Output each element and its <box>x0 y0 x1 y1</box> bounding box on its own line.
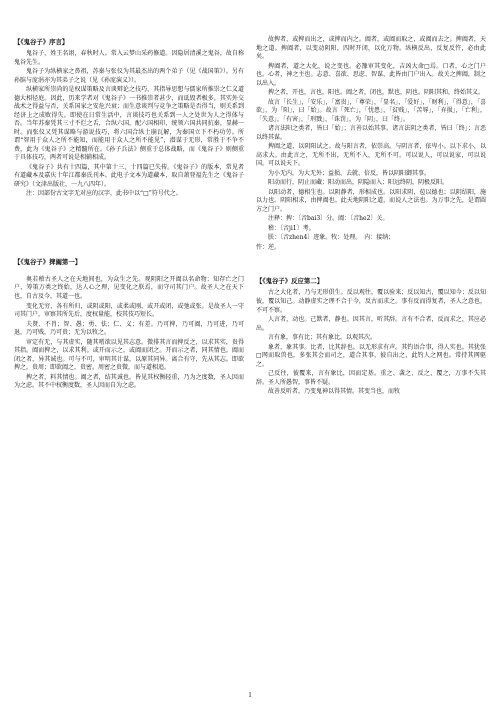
chapter-two-paragraph: 故善反听者，乃变鬼神以得其情。其变当也，而牧 <box>268 388 401 396</box>
chapter-two-paragraph: 言有象，事有比；其有象比，以观其次。 <box>268 334 377 342</box>
chapter-one-paragraph: 捭阖之道，以阴阳试之。故与阳言者，依崇高。与阴言者，依卑小。以下求小，以高求大。由此言之，无所不出，无所不入，无所不可。可以说人，可以说家，可以说国，可以说天下。 <box>256 143 486 168</box>
chapter-one-paragraph: 以阳动者，德相生也。以阴静者，形相成也。以阳求阴，苞以德也；以阴结阳，施以力也。阴阳相求，由捭阖也。此天地阴阳之道，而说人之法也。为万事之先，是谓圆方之门户。 <box>256 188 486 213</box>
preface-note: 注：因部份古文字无对应的汉字，此书中以“□”符号代之。 <box>26 190 182 198</box>
chapter-two-paragraph: 己反往，彼覆来，言有象比，因而定基。重之、袭之、反之、覆之，万事不失其辞。圣人所愚智，事皆不疑。 <box>256 370 486 386</box>
chapter-one-footnote: 注释：捭：〔音bai3〕分。阖：〔音he2〕关。 <box>268 215 389 223</box>
chapter-two-paragraph: 人言者，动也。己默者，静也。因其言，听其辞。言有不合者，反而求之，其应必出。 <box>256 316 486 332</box>
right-column <box>256 36 486 692</box>
chapter-one-paragraph: 捭之者，开也，言也，阳也。阖之者，闭也，默也，阴也。阴阳其和，终始其义。 <box>268 89 485 97</box>
preface-paragraph: 鬼谷子为纵横家之鼻祖，苏秦与张仪为其最杰出的两个弟子（见《战国策》）。另有孙膑与庞涓亦为其弟子之说（见《孙庞演义》）。 <box>14 68 244 84</box>
chapter-one-paragraph: 奥若稽古圣人之在天地间也，为众生之先。观阴阳之开阖以名命物；知存亡之门户，筹策万类之终始，达人心之理，见变化之朕焉，而守司其门户。故圣人之在天下也，自古及今，其道一也。 <box>14 275 244 300</box>
chapter-one-paragraph: 为小无内，为大无外；益损、去就、倍反，皆以阴阳御其事。 <box>268 169 431 177</box>
chapter-two-heading: 【《鬼谷子》反应第二】 <box>256 277 324 286</box>
chapter-one-footnote: 稽：〔音ji1〕考。 <box>268 224 315 232</box>
chapter-one-paragraph: 故捭者，或捭而出之，或捭而内之。阖者，或阖而取之，或阖而去之。捭阖者，天地之道。捭阖者，以变动阴阳，四时开闭，以化万物。纵横反出，反复反忤，必由此矣。 <box>256 36 486 61</box>
preface-heading: 【《鬼谷子》序言】 <box>14 38 69 46</box>
chapter-one-paragraph: 捭之者，料其情也。阖之者，结其诚也。皆见其权衡轻重，乃为之度数，圣人因而为之虑。其不中权衡度数，圣人因而自为之虑。 <box>14 373 244 390</box>
chapter-one-paragraph: 故言「长生」，「安乐」，「富贵」，「尊荣」，「显名」，「爱好」，「财利」，「得意」，「喜欲」，为「阳」，曰「始」。故言「死亡」，「忧患」，「贫贱」，「苦辱」，「弃损」，「亡利」，「失意」，「有害」，「刑戮」，「诛罚」，为「阴」，曰「终」。 <box>256 98 486 123</box>
chapter-one-paragraph: 捭阖者，道之大化，说之变也。必豫审其变化，吉凶大命□焉。口者，心之门户也。心者，神之主也。志意、喜欲、思虑、智谋，此皆由门户出入。故关之捭阖，制之以出入。 <box>256 62 486 87</box>
preface-paragraph: 纵横家所崇尚的是权谋策略及言谈辩论之技巧，其指导思想与儒家所推崇之仁义道德大相径庭。因此，历来学者对《鬼谷子》一书推崇者甚少，而诋毁者极多。其实外交战术之得益与否，关系国家之安危兴衰；而生意谈判与竞争之策略是否得当，则关系到经济上之成败得失。即使在日常生活中，言谈技巧也关系到一人之处世为人之得体与否。当年苏秦凭其三寸不烂之舌，合纵六国，配六国相印，统领六国共同抗秦，显赫一时。而张仪又凭其谋略与游说技巧，将六国合纵土崩瓦解，为秦国立下不朽功劳。所谓“智用于众人之所不能知，而能用于众人之所不能见”，潜谋于无形，常胜于不争不费，此为《鬼谷子》之精髓所在。《孙子兵法》侧重于总体战略，而《鬼谷子》则侧重于具体技巧，两者可说是相辅相成。 <box>14 86 244 162</box>
chapter-two-paragraph: 古之大化者，乃与无形俱生。反以观往，覆以验来；反以知古，覆以知今；反以知彼，覆以知己。动静虚实之理不合于今，反古而求之。事有反而得复者，圣人之意也，不可不察。 <box>256 289 486 314</box>
left-column <box>14 36 244 692</box>
chapter-one-paragraph: 夫贤、不肖；智、愚；勇、怯；仁、义；有差。乃可捭，乃可阖，乃可进，乃可退，乃可贱，乃可贵；无为以牧之。 <box>14 320 244 337</box>
chapter-one-paragraph: 审定有无，与其虚实，随其嗜欲以见其志意。微排其言而捭反之，以求其实，贵得其指。阖而捭之，以求其利。或开而示之，或阖而闭之。开而示之者，同其情也。阖而闭之者，异其诚也。可与不可，审明其计谋，以原其同异。离合有守，先从其志。即欲捭之，贵周；即欲阖之，贵密。周密之贵微，而与道相追。 <box>14 338 244 372</box>
chapter-one-heading: 【《鬼谷子》捭阖第一】 <box>14 257 82 266</box>
preface-paragraph: 鬼谷子，姓王名诩，春秋时人。常入云梦山采药修道。因隐居清溪之鬼谷，故自称鬼谷先生。 <box>14 50 244 66</box>
preface-paragraph: 《鬼谷子》共有十四篇，其中第十三、十四篇已失传。《鬼谷子》的版本，常见者有道藏本及嘉庆十年江都秦氏刊本。此电子文本为道藏本，取自萧登福先生之《鬼谷子研究》（文津出版社，一九八四年）。 <box>14 163 244 188</box>
chapter-one-footnote: 朕：〔音zhen4〕迹象。牧：处理。 内：接纳； <box>268 234 395 242</box>
chapter-one-footnote: 忤：逆。 <box>256 243 281 251</box>
chapter-two-paragraph: 象者，象其事。比者，比其辞也。以无形求有声。其钓语合事，得人实也。其犹张□网而取兽也，多张其会而司之，道合其事，彼自出之，此钓人之网也。常持其网驱之。 <box>256 343 486 368</box>
chapter-one-paragraph: 阳动而行，阴止而藏；阳动而出，阴隐而入；阳远终阴，阴极反阳。 <box>268 179 449 187</box>
chapter-one-paragraph: 变化无穷，各有所归，或阴或阳，或柔或刚，或开或闭，或弛或张。是故圣人一守司其门户，审察其所先后，度权量能，校其伎巧短长。 <box>14 302 244 319</box>
chapter-one-paragraph: 诸言法阳之类者，皆曰「始」；言善以始其事。诸言法阴之类者，皆曰「终」；言恶以终其谋。 <box>256 125 486 141</box>
page-number: 1 <box>248 691 252 699</box>
